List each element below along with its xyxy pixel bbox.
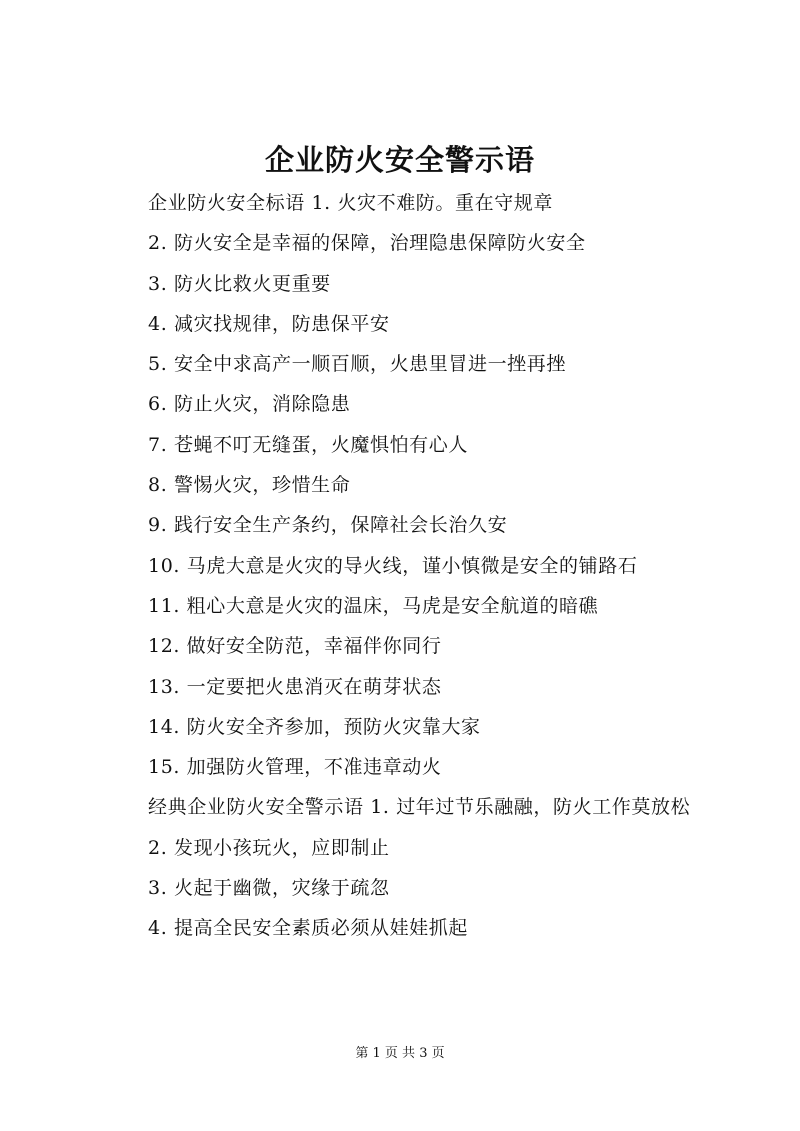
paragraph: 8. 警惕火灾，珍惜生命 (148, 474, 351, 497)
paragraph: 3. 火起于幽微，灾缘于疏忽 (148, 877, 390, 900)
document-body (108, 183, 704, 949)
paragraph: 13. 一定要把火患消灭在萌芽状态 (148, 675, 442, 698)
paragraph: 3. 防火比救火更重要 (148, 272, 331, 295)
paragraph: 2. 防火安全是幸福的保障，治理隐患保障防火安全 (148, 232, 586, 255)
paragraph: 14. 防火安全齐参加，预防火灾靠大家 (148, 715, 481, 738)
paragraph: 4. 减灾找规律，防患保平安 (148, 312, 390, 335)
paragraph: 9. 践行安全生产条约，保障社会长治久安 (148, 514, 508, 537)
paragraph: 5. 安全中求高产一顺百顺，火患里冒进一挫再挫 (148, 353, 566, 376)
paragraph: 企业防火安全标语 1. 火灾不难防。重在守规章 (148, 192, 554, 214)
paragraph: 15. 加强防火管理，不准违章动火 (148, 756, 442, 779)
paragraph: 2. 发现小孩玩火，应即制止 (148, 836, 390, 859)
paragraph: 经典企业防火安全警示语 1. 过年过节乐融融，防火工作莫放松 (148, 796, 691, 819)
document-title: 企业防火安全警示语 (264, 143, 535, 177)
paragraph: 12. 做好安全防范，幸福伴你同行 (148, 635, 442, 658)
paragraph: 7. 苍蝇不叮无缝蛋，火魔惧怕有心人 (148, 433, 468, 456)
paragraph: 4. 提高全民安全素质必须从娃娃抓起 (148, 917, 468, 940)
paragraph: 10. 马虎大意是火灾的导火线，谨小慎微是安全的铺路石 (148, 554, 638, 577)
paragraph: 11. 粗心大意是火灾的温床，马虎是安全航道的暗礁 (148, 594, 599, 617)
paragraph: 6. 防止火灾，消除隐患 (148, 393, 351, 416)
page-number-footer: 第 1 页 共 3 页 (355, 1046, 445, 1061)
